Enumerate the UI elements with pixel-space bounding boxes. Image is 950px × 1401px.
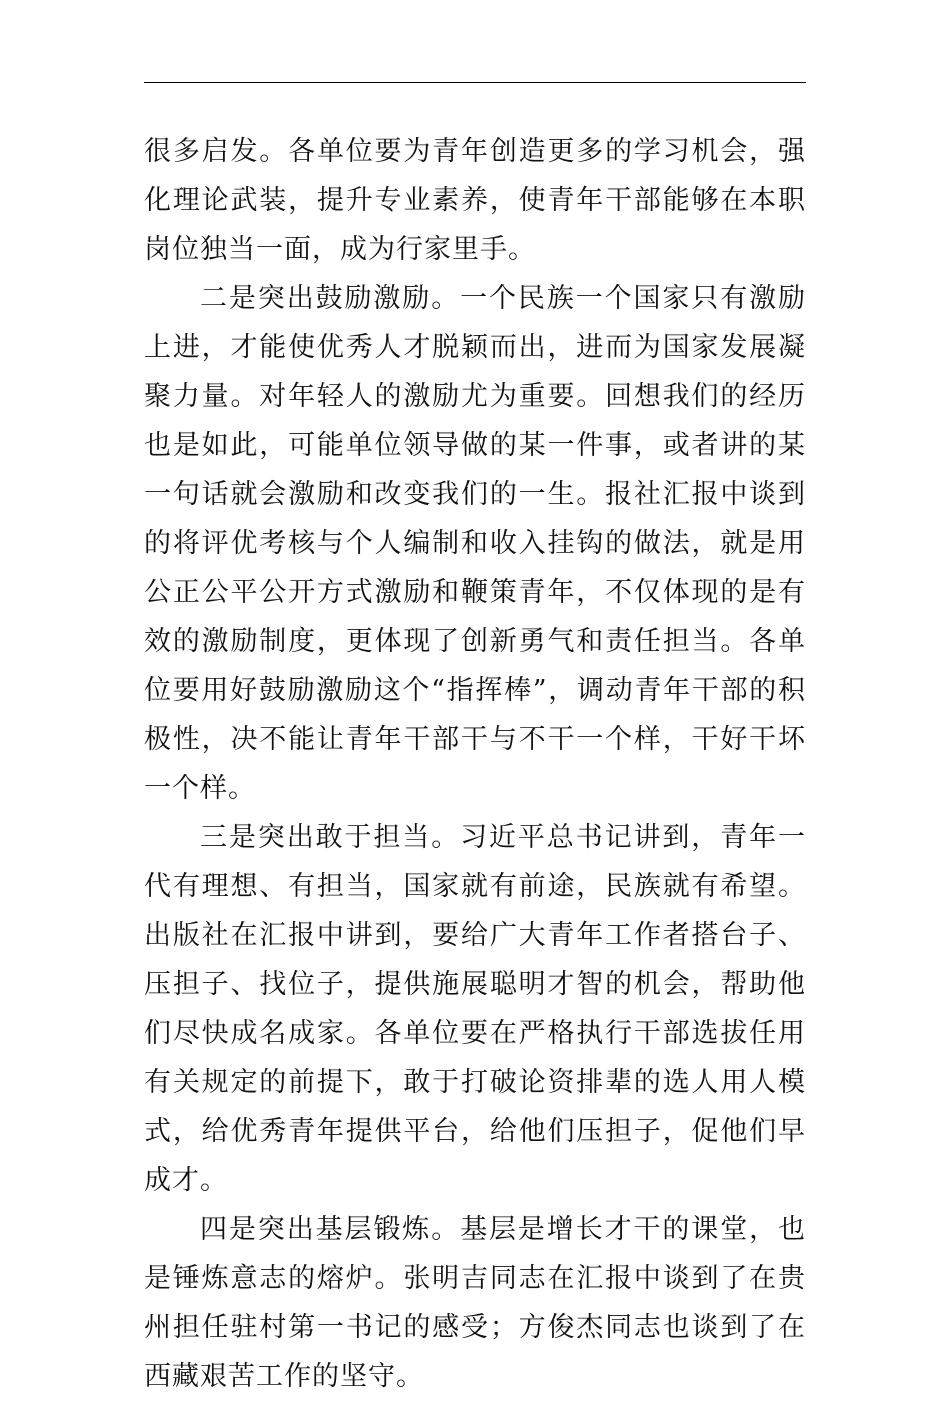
paragraph-grassroots: 四是突出基层锻炼。基层是增长才干的课堂，也是锤炼意志的熔炉。张明吉同志在汇报中谈到了在贵州担任驻村第一书记的感受；方俊杰同志也谈到了在西藏艰苦工作的坚守。: [144, 1214, 806, 1392]
header-rule: [144, 82, 806, 83]
document-body: [144, 127, 806, 1401]
paragraph-encouragement: 二是突出鼓励激励。一个民族一个国家只有激励上进，才能使优秀人才脱颖而出，进而为国家发展凝聚力量。对年轻人的激励尤为重要。回想我们的经历也是如此，可能单位领导做的某一件事，或者讲的某一句话就会激励和改变我们的一生。报社汇报中谈到的将评优考核与个人编制和收入挂钩的做法，就是用公正公平公开方式激励和鞭策青年，不仅体现的是有效的激励制度，更体现了创新勇气和责任担当。各单位要用好鼓励激励这个“指挥棒”，调动青年干部的积极性，决不能让青年干部干与不干一个样，干好干坏一个样。: [144, 283, 806, 804]
paragraph-responsibility: 三是突出敢于担当。习近平总书记讲到，青年一代有理想、有担当，国家就有前途，民族就有希望。出版社在汇报中讲到，要给广大青年工作者搭台子、压担子、找位子，提供施展聪明才智的机会，帮助他们尽快成名成家。各单位要在严格执行干部选拔任用有关规定的前提下，敢于打破论资排辈的选人用人模式，给优秀青年提供平台，给他们压担子，促他们早成才。: [144, 822, 806, 1196]
paragraph-continuation: 很多启发。各单位要为青年创造更多的学习机会，强化理论武装，提升专业素养，使青年干部能够在本职岗位独当一面，成为行家里手。: [144, 136, 806, 265]
